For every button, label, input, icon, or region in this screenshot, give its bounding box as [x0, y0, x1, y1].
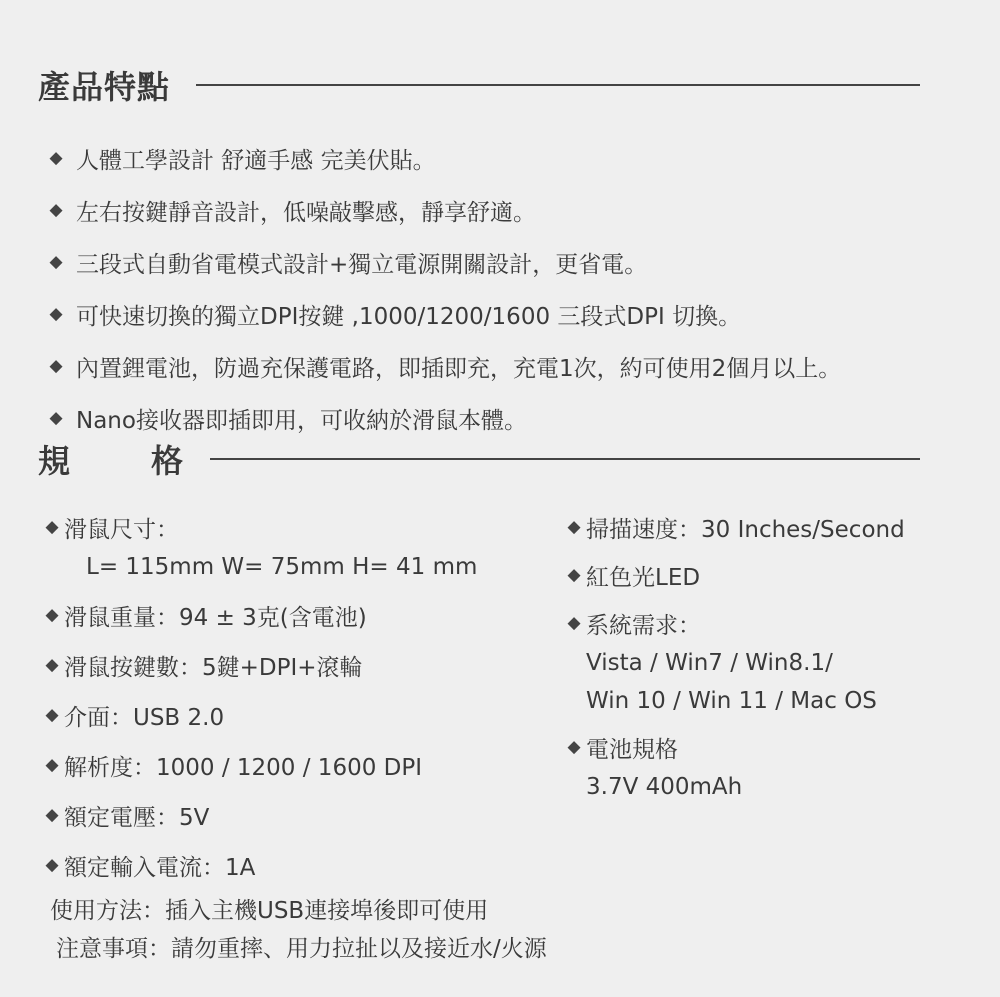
spec-current [44, 844, 477, 886]
diamond-bullet-icon: ◆ [45, 655, 59, 675]
spec-label: 額定電壓：5V [64, 804, 210, 831]
spec-label: 紅色光LED [586, 564, 701, 591]
spec-size [44, 506, 477, 586]
spec-label: 解析度：1000 / 1200 / 1600 DPI [64, 754, 423, 781]
usage-note: 使用方法：插入主機USB連接埠後即可使用 [50, 898, 489, 924]
diamond-bullet-icon: ◆ [49, 252, 63, 272]
specs-header [38, 436, 920, 482]
feature-item [48, 340, 841, 392]
feature-text: Nano接收器即插即用，可收納於滑鼠本體。 [76, 407, 527, 434]
diamond-bullet-icon: ◆ [567, 565, 581, 585]
diamond-bullet-icon: ◆ [45, 605, 59, 625]
spec-weight [44, 594, 477, 636]
diamond-bullet-icon: ◆ [49, 304, 63, 324]
spec-label: 滑鼠重量：94 ± 3克(含電池) [64, 604, 367, 631]
specs-title-part-2: 格 [151, 442, 185, 480]
diamond-bullet-icon: ◆ [45, 517, 59, 537]
feature-item [48, 236, 841, 288]
spec-scan-speed [566, 506, 905, 548]
feature-item [48, 288, 841, 340]
diamond-bullet-icon: ◆ [49, 408, 63, 428]
feature-item [48, 132, 841, 184]
diamond-bullet-icon: ◆ [45, 855, 59, 875]
specs-right-column [566, 506, 905, 812]
spec-label: 滑鼠按鍵數：5鍵+DPI+滾輪 [64, 654, 363, 681]
spec-buttons [44, 644, 477, 686]
spec-label: 電池規格 [586, 736, 678, 763]
spec-label: 滑鼠尺寸： [64, 516, 179, 543]
caution-note: 注意事項：請勿重摔、用力拉扯以及接近水/火源 [56, 936, 547, 962]
feature-text: 人體工學設計 舒適手感 完美伏貼。 [76, 147, 436, 174]
spec-value: Win 10 / Win 11 / Mac OS [586, 688, 877, 714]
spec-value: Vista / Win7 / Win8.1/ [586, 650, 833, 676]
spec-label: 額定輸入電流：1A [64, 854, 256, 881]
spec-label: 掃描速度：30 Inches/Second [586, 516, 905, 543]
diamond-bullet-icon: ◆ [45, 705, 59, 725]
spec-sensor [566, 554, 905, 596]
diamond-bullet-icon: ◆ [567, 517, 581, 537]
feature-text: 內置鋰電池，防過充保護電路，即插即充，充電1次，約可使用2個月以上。 [76, 355, 842, 382]
spec-label: 介面：USB 2.0 [64, 704, 225, 731]
diamond-bullet-icon: ◆ [49, 200, 63, 220]
spec-value: L= 115mm W= 75mm H= 41 mm [86, 554, 478, 580]
diamond-bullet-icon: ◆ [45, 805, 59, 825]
notes [50, 892, 547, 968]
diamond-bullet-icon: ◆ [49, 356, 63, 376]
specs-left-column [44, 506, 477, 894]
diamond-bullet-icon: ◆ [45, 755, 59, 775]
feature-item [48, 184, 841, 236]
feature-text: 三段式自動省電模式設計+獨立電源開關設計，更省電。 [76, 251, 648, 278]
diamond-bullet-icon: ◆ [567, 737, 581, 757]
features-header [38, 62, 920, 108]
spec-resolution [44, 744, 477, 786]
feature-text: 左右按鍵靜音設計，低噪敲擊感，靜享舒適。 [76, 199, 536, 226]
spec-interface [44, 694, 477, 736]
specs-title [38, 436, 184, 482]
spec-voltage [44, 794, 477, 836]
spec-value: 3.7V 400mAh [586, 774, 743, 800]
diamond-bullet-icon: ◆ [567, 613, 581, 633]
spec-battery [566, 726, 905, 806]
feature-text: 可快速切換的獨立DPI按鍵 ,1000/1200/1600 三段式DPI 切換。 [76, 303, 742, 330]
features-title: 產品特點 [38, 68, 171, 106]
diamond-bullet-icon: ◆ [49, 148, 63, 168]
specs-divider [210, 458, 920, 460]
spec-label: 系統需求： [586, 612, 701, 639]
features-list [48, 132, 841, 444]
specs-title-part-1: 規 [38, 442, 72, 480]
spec-system [566, 602, 905, 720]
features-divider [196, 84, 920, 86]
